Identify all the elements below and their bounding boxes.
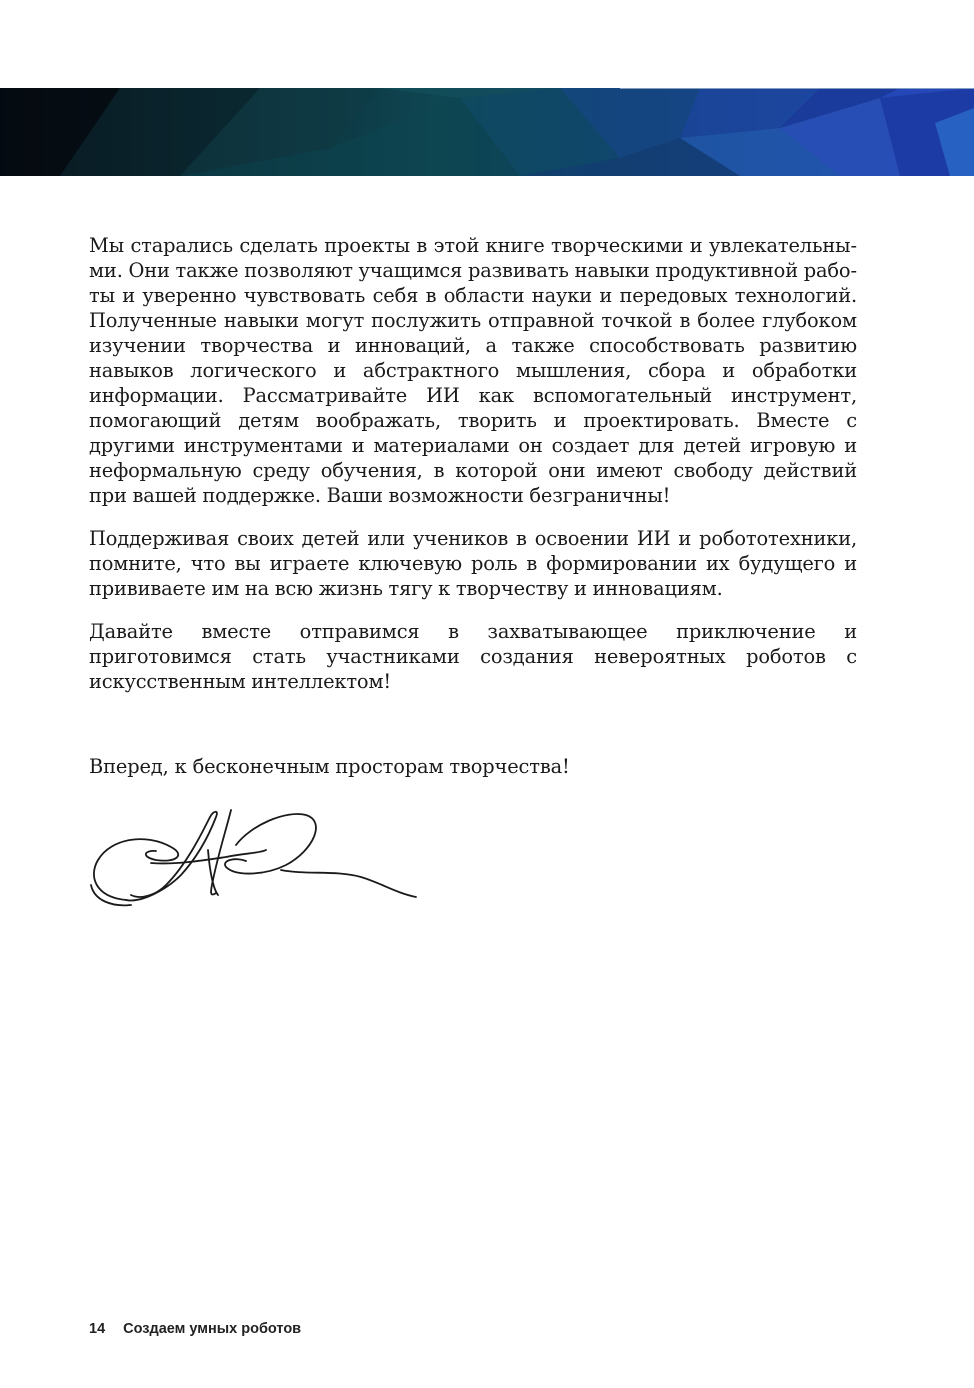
body-text (89, 233, 857, 712)
header-banner (0, 88, 974, 176)
paragraph: Мы старались сделать проекты в этой книге творческими и увлекательными. Они также позволяют учащимся развивать навыки продуктивной работы и уверенно чувствовать себя в области науки и передовых технологий. Полученные навыки могут послужить отправной точкой в более глубоком изучении творчества и инноваций, а также способствовать развитию навыков логического и абстрактного мышления, сбора и обработки информации. Рассматривайте ИИ как вспомогательный инструмент, помогающий детям воображать, творить и проектировать. Вместе с другими инструментами и материалами он создает для детей игровую и неформальную среду обучения, в которой они имеют свободу действий при вашей поддержке. Ваши возможности безграничны! (89, 234, 857, 507)
book-title: Создаем умных роботов (123, 1321, 302, 1337)
page-number: 14 (89, 1321, 106, 1337)
closing-line: Вперед, к бесконечным просторам творчества! (89, 755, 570, 778)
banner-polygon-pattern (0, 88, 974, 176)
signature-image (86, 805, 426, 915)
paragraph: Давайте вместе отправимся в захватывающее приключение и приготовимся стать участниками создания невероятных роботов с искусственным интеллектом! (89, 620, 857, 693)
page-footer (89, 1319, 301, 1339)
paragraph: Поддерживая своих детей или учеников в освоении ИИ и робототехники, помните, что вы играете ключевую роль в формировании их будущего и прививаете им на всю жизнь тягу к творчеству и инновациям. (89, 527, 857, 600)
